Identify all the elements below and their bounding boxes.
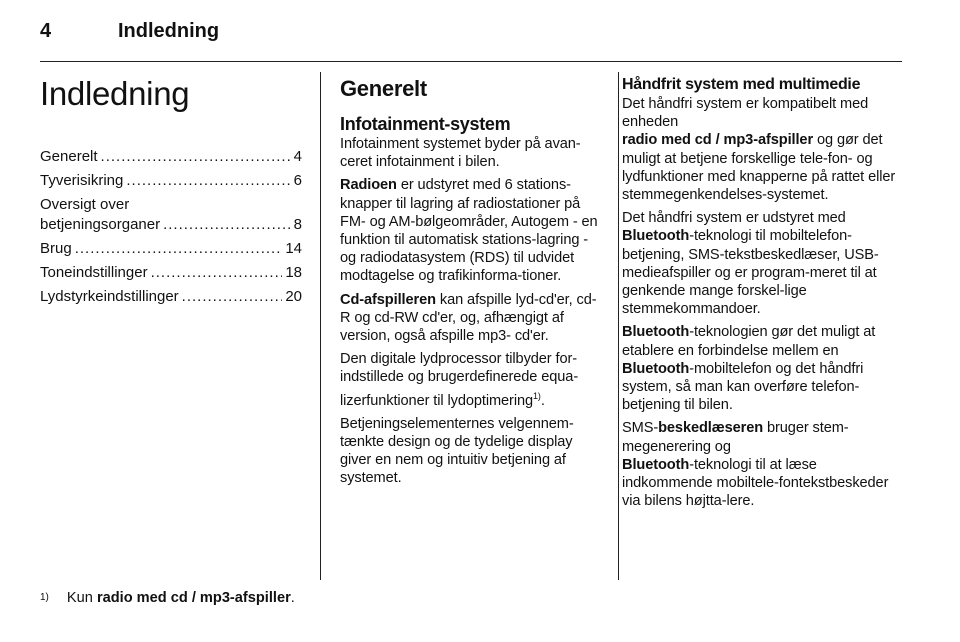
header-rule — [40, 61, 902, 62]
bold-term: Bluetooth — [622, 360, 690, 377]
bold-term: Bluetooth — [622, 456, 690, 473]
paragraph-text: -teknologi til mobiltelefon-betjening, SMS-tekstbeskedlæser, USB-medieafspiller og er program-meret til at genkende mange forskel-lige stemmekommandoer. — [622, 228, 879, 318]
paragraph-text: SMS- — [622, 420, 659, 437]
paragraph — [622, 95, 904, 204]
page-number: 4 — [40, 20, 52, 42]
paragraph-text: -mobiltelefon og det håndfri system, så man kan overføre telefon-betjening til bilen. — [622, 360, 864, 414]
footnote-text: Kun — [66, 590, 97, 606]
toc-leader — [126, 171, 290, 191]
bold-term: Cd-afspilleren — [340, 291, 436, 308]
paragraph-text: -teknologi til at læse indkommende mobiltele-fontekstbeskeder via bilens højtta-lere. — [622, 456, 889, 510]
toc-leader — [182, 287, 283, 307]
paragraph — [622, 419, 904, 510]
toc-label-continued: betjeningsorganer — [40, 216, 161, 233]
paragraph-text: Infotainment systemet byder på avan-ceret infotainment i bilen. — [340, 136, 581, 171]
paragraph — [340, 135, 602, 171]
toc-leader — [75, 239, 283, 259]
bold-term: radio med cd / mp3-afspiller — [622, 132, 814, 149]
toc-page: 6 — [293, 172, 302, 189]
generelt-column — [340, 75, 602, 493]
toc-page: 18 — [285, 264, 302, 281]
toc-page: 4 — [293, 148, 302, 165]
header-title: Indledning — [118, 20, 220, 42]
toc-entry[interactable] — [40, 239, 302, 259]
column-divider-1 — [320, 72, 321, 580]
toc-page: 20 — [285, 288, 302, 305]
paragraph — [340, 415, 602, 488]
paragraph-text: Betjeningselementernes velgennem-tænkte design og de tydelige display giver en nem og intuitiv betjening af systemet. — [340, 415, 574, 487]
toc-leader — [151, 263, 283, 283]
toc-entry[interactable] — [40, 171, 302, 191]
paragraph-text: og gør det muligt at betjene forskellige tele-fon- og lydfunktioner med knapperne på rattet eller stemmegenkendelses-systemet. — [622, 132, 896, 204]
toc-entry[interactable] — [40, 147, 302, 167]
paragraph-text: Det håndfri system er udstyret med — [622, 210, 846, 227]
footnote-mark: 1) — [40, 592, 49, 603]
toc-label: Toneindstillinger — [40, 264, 148, 281]
paragraph-text: Det håndfri system er kompatibelt med enheden — [622, 96, 869, 131]
paragraph — [622, 323, 904, 414]
paragraph — [340, 350, 602, 409]
toc-leader — [101, 147, 291, 167]
table-of-contents — [40, 147, 302, 307]
subsection-heading: Infotainment-system — [340, 114, 511, 134]
paragraph — [340, 291, 602, 346]
toc-label: Tyverisikring — [40, 172, 124, 189]
bold-term: beskedlæseren — [658, 420, 764, 437]
paragraph-text: er udstyret med 6 stations-knapper til lagring af radiostationer på FM- og AM-bølgeområder, Autogem - en funktion til automatisk stations-lagring - og radiodatasystem (RDS) til udvidet modtagelse og trafikinforma-tioner. — [340, 177, 598, 285]
bold-term: Bluetooth — [622, 228, 690, 245]
paragraph-text: -teknologien gør det muligt at etablere en forbindelse mellem en — [622, 324, 876, 359]
footnote — [40, 589, 295, 607]
chapter-title: Indledning — [40, 75, 190, 112]
bold-term: Radioen — [340, 177, 397, 194]
toc-label: Oversigt over — [40, 196, 130, 213]
bold-term: Bluetooth — [622, 324, 690, 341]
toc-page: 14 — [285, 240, 302, 257]
paragraph-text: Den digitale lydprocessor tilbyder for-indstillede og brugerdefinerede equa-lizerfunktioner til lydoptimering — [340, 351, 579, 409]
paragraph — [340, 176, 602, 285]
paragraph — [622, 209, 904, 318]
paragraph-text: . — [540, 392, 545, 409]
paragraph-text: bruger stem-megenerering og — [622, 420, 849, 455]
toc-label: Generelt — [40, 148, 98, 165]
toc-entry[interactable] — [40, 263, 302, 283]
toc-column — [40, 75, 302, 311]
toc-label: Lydstyrkeindstillinger — [40, 288, 179, 305]
handsfree-column — [622, 75, 904, 515]
toc-entry[interactable] — [40, 195, 302, 235]
section-heading: Generelt — [340, 76, 427, 101]
toc-entry[interactable] — [40, 287, 302, 307]
section-heading: Håndfrit system med multimedie — [622, 76, 861, 93]
footnote-end: . — [290, 590, 295, 606]
column-divider-2 — [618, 72, 619, 580]
footnote-bold: radio med cd / mp3-afspiller — [96, 590, 291, 606]
toc-page: 8 — [293, 216, 302, 233]
paragraph-text: kan afspille lyd-cd'er, cd-R og cd-RW cd'er, og, afhængigt af version, også afspille mp3- cd'er. — [340, 291, 597, 345]
toc-leader — [163, 215, 291, 235]
toc-label: Brug — [40, 240, 72, 257]
footnote-ref[interactable]: 1) — [533, 390, 541, 401]
